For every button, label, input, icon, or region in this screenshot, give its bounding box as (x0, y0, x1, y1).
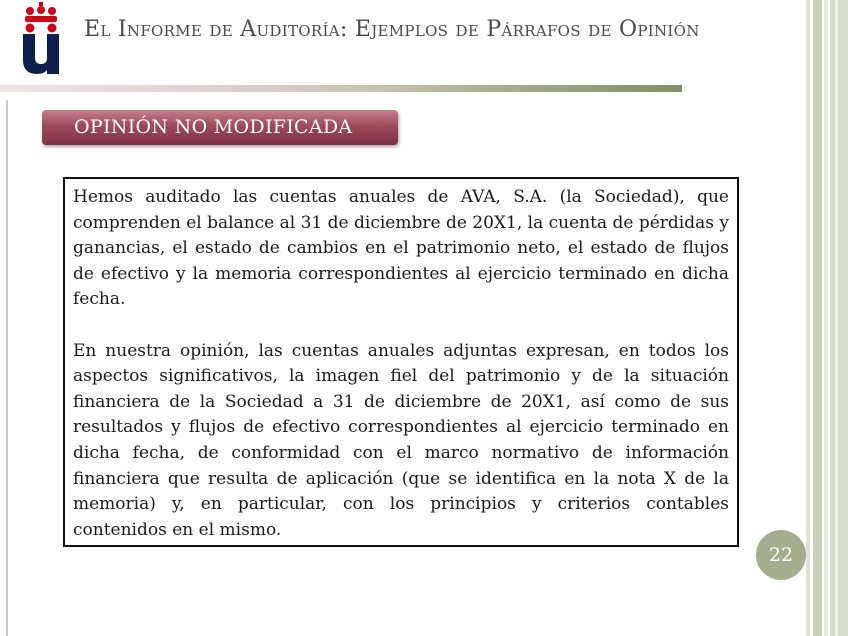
paragraph-opinion: En nuestra opinión, las cuentas anuales adjuntas expresan, en todos los aspectos significativos, la imagen fiel del patrimonio y de la situación financiera de la Sociedad a 31 de diciembre de 20X1, así como de sus resultados y flujos de efectivo correspondientes al ejercicio terminado en dicha fecha, de conformidad con el marco normativo de información financiera que resulta de aplicación (que se identifica en la nota X de la memoria) y, en particular, con los principios y criterios contables contenidos en el mismo. (73, 340, 729, 540)
page-number-badge: 22 (756, 530, 806, 580)
title-divider (0, 85, 682, 92)
decor-stripe (813, 0, 822, 636)
opinion-text-box (63, 177, 739, 547)
paragraph-scope: Hemos auditado las cuentas anuales de AVA, S.A. (la Sociedad), que comprenden el balance al 31 de diciembre de 20X1, la cuenta de pérdidas y ganancias, el estado de cambios en el patrimonio neto, el estado de flujos de efectivo y la memoria correspondientes al ejercicio terminado en dicha fecha. (73, 187, 729, 310)
slide-title: El Informe de Auditoría: Ejemplos de Párrafos de Opinión (84, 17, 700, 42)
decor-stripe (835, 0, 838, 636)
section-label: OPINIÓN NO MODIFICADA (42, 110, 398, 145)
university-logo-icon (20, 2, 62, 74)
decor-stripe (806, 0, 810, 636)
decor-left-line (6, 100, 8, 636)
decor-stripe (830, 0, 848, 636)
decor-stripe (824, 0, 828, 636)
